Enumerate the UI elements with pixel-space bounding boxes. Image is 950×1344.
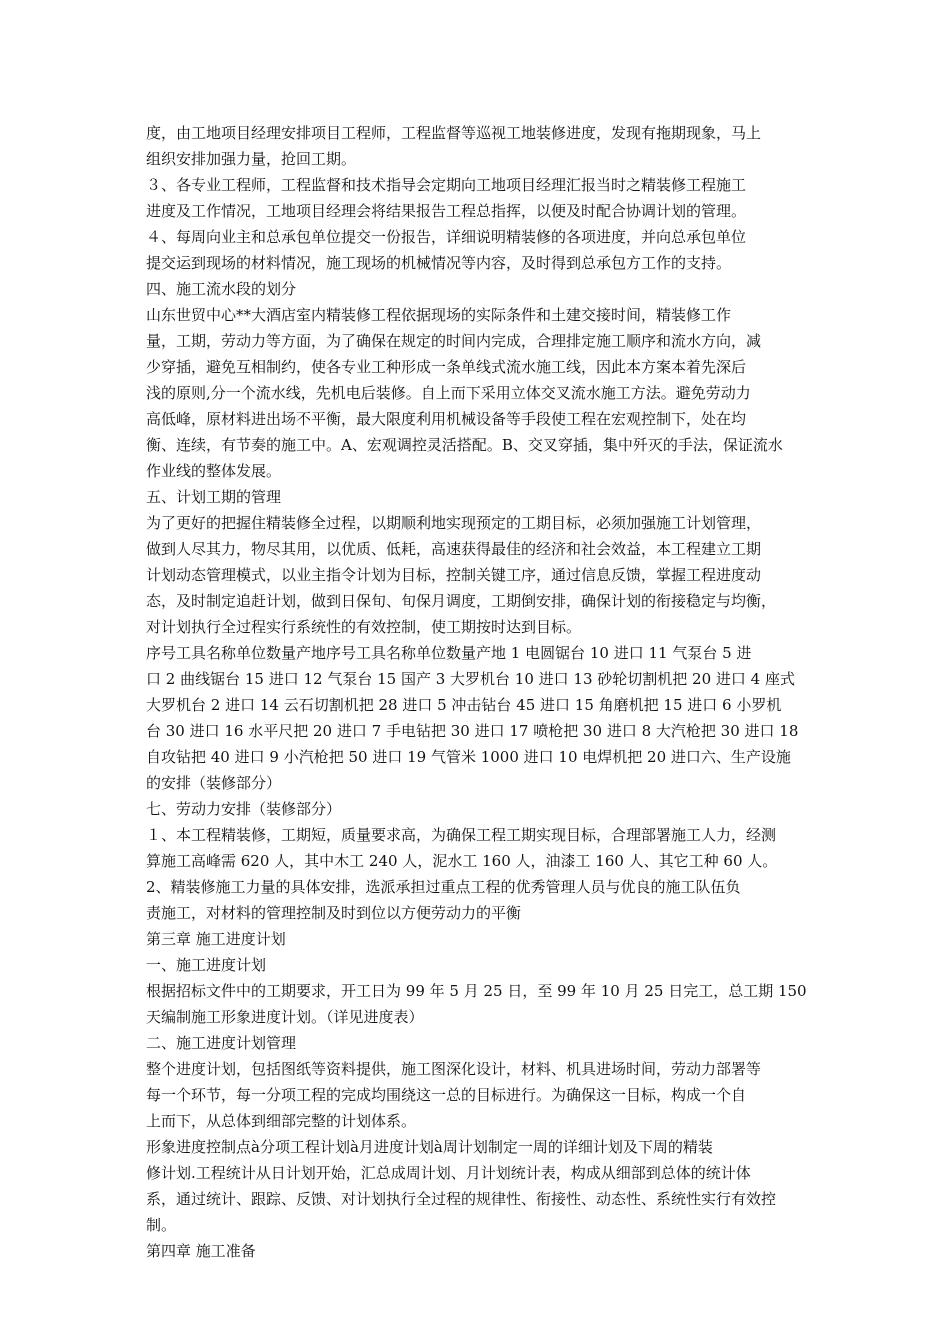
text-line: 系，通过统计、跟踪、反馈、对计划执行全过程的规律性、衔接性、动态性、系统性实行有效控 bbox=[146, 1190, 777, 1208]
text-line: 进度及工作情况，工地项目经理会将结果报告工程总指挥，以便及时配合协调计划的管理。 bbox=[146, 202, 747, 220]
text-line: １、本工程精装修，工期短，质量要求高，为确保工程工期实现目标，合理部署施工人力，经测 bbox=[146, 826, 777, 844]
text-line: 态，及时制定追赶计划，做到日保旬、旬保月调度，工期倒安排，确保计划的衔接稳定与均衡， bbox=[146, 592, 777, 610]
text-line: 制。 bbox=[146, 1216, 177, 1234]
text-line: 序号工具名称单位数量产地序号工具名称单位数量产地 1 电圆锯台 10 进口 11 气泵台 5 进 bbox=[146, 644, 752, 662]
text-line: 七、劳动力安排（装修部分） bbox=[146, 800, 342, 818]
text-line: 第四章 施工准备 bbox=[146, 1242, 256, 1260]
text-line: 为了更好的把握住精装修全过程，以期顺利地实现预定的工期目标，必须加强施工计划管理， bbox=[146, 514, 762, 532]
text-line: 浅的原则,分一个流水线，先机电后装修。自上而下采用立体交叉流水施工方法。避免劳动力 bbox=[146, 384, 751, 402]
text-line: ４、每周向业主和总承包单位提交一份报告，详细说明精装修的各项进度，并向总承包单位 bbox=[146, 228, 747, 246]
text-line: 责施工，对材料的管理控制及时到位以方便劳动力的平衡 bbox=[146, 904, 522, 922]
text-line: 自攻钻把 40 进口 9 小汽枪把 50 进口 19 气管米 1000 进口 10 电焊机把 20 进口六、生产设施 bbox=[146, 748, 791, 766]
text-line: 修计划.工程统计从日计划开始，汇总成周计划、月计划统计表，构成从细部到总体的统计体 bbox=[146, 1164, 751, 1182]
text-line: 每一个环节，每一分项工程的完成均围绕这一总的目标进行。为确保这一目标，构成一个自 bbox=[146, 1086, 747, 1104]
text-line: 大罗机台 2 进口 14 云石切割机把 28 进口 5 冲击钻台 45 进口 15 角磨机把 15 进口 6 小罗机 bbox=[146, 696, 782, 714]
text-line: 二、施工进度计划管理 bbox=[146, 1034, 297, 1052]
text-line: 的安排（装修部分） bbox=[146, 774, 282, 792]
text-line: 四、施工流水段的划分 bbox=[146, 280, 297, 298]
text-line: 衡、连续，有节奏的施工中。A、宏观调控灵活搭配。B、交叉穿插，集中歼灭的手法，保证流水 bbox=[146, 436, 783, 454]
text-line: 计划动态管理模式，以业主指令计划为目标，控制关键工序，通过信息反馈，掌握工程进度动 bbox=[146, 566, 762, 584]
text-line: 根据招标文件中的工期要求，开工日为 99 年 5 月 25 日，至 99 年 10 月 25 日完工，总工期 150 bbox=[146, 982, 807, 1000]
text-line: 整个进度计划，包括图纸等资料提供，施工图深化设计，材料、机具进场时间，劳动力部署等 bbox=[146, 1060, 762, 1078]
text-line: 做到人尽其力，物尽其用，以优质、低耗，高速获得最佳的经济和社会效益，本工程建立工期 bbox=[146, 540, 762, 558]
text-line: 组织安排加强力量，抢回工期。 bbox=[146, 150, 357, 168]
text-line: 口 2 曲线锯台 15 进口 12 气泵台 15 国产 3 大罗机台 10 进口 13 砂轮切割机把 20 进口 4 座式 bbox=[146, 670, 795, 688]
text-line: 度，由工地项目经理安排项目工程师，工程监督等巡视工地装修进度，发现有拖期现象，马上 bbox=[146, 124, 762, 142]
text-line: 高低峰，原材料进出场不平衡，最大限度利用机械设备等手段使工程在宏观控制下，处在均 bbox=[146, 410, 747, 428]
text-line: 2、精装修施工力量的具体安排，选派承担过重点工程的优秀管理人员与优良的施工队伍负 bbox=[146, 878, 741, 896]
text-line: 天编制施工形象进度计划。（详见进度表） bbox=[146, 1008, 424, 1026]
text-line: ３、各专业工程师，工程监督和技术指导会定期向工地项目经理汇报当时之精装修工程施工 bbox=[146, 176, 747, 194]
text-line: 作业线的整体发展。 bbox=[146, 462, 282, 480]
text-line: 量，工期，劳动力等方面，为了确保在规定的时间内完成，合理排定施工顺序和流水方向，减 bbox=[146, 332, 762, 350]
text-line: 算施工高峰需 620 人，其中木工 240 人，泥水工 160 人，油漆工 160 人、其它工种 60 人。 bbox=[146, 852, 778, 870]
text-line: 一、施工进度计划 bbox=[146, 956, 267, 974]
text-line: 提交运到现场的材料情况，施工现场的机械情况等内容，及时得到总承包方工作的支持。 bbox=[146, 254, 732, 272]
text-line: 少穿插，避免互相制约，使各专业工种形成一条单线式流水施工线，因此本方案本着先深后 bbox=[146, 358, 747, 376]
document-page bbox=[146, 120, 816, 1264]
text-line: 形象进度控制点à分项工程计划à月进度计划à周计划制定一周的详细计划及下周的精装 bbox=[146, 1138, 713, 1156]
text-line: 第三章 施工进度计划 bbox=[146, 930, 286, 948]
text-line: 五、计划工期的管理 bbox=[146, 488, 282, 506]
text-line: 台 30 进口 16 水平尺把 20 进口 7 手电钻把 30 进口 17 喷枪把 30 进口 8 大汽枪把 30 进口 18 bbox=[146, 722, 799, 740]
text-line: 对计划执行全过程实行系统性的有效控制，使工期按时达到目标。 bbox=[146, 618, 582, 636]
text-line: 上而下，从总体到细部完整的计划体系。 bbox=[146, 1112, 417, 1130]
text-line: 山东世贸中心**大酒店室内精装修工程依据现场的实际条件和土建交接时间，精装修工作 bbox=[146, 306, 732, 324]
